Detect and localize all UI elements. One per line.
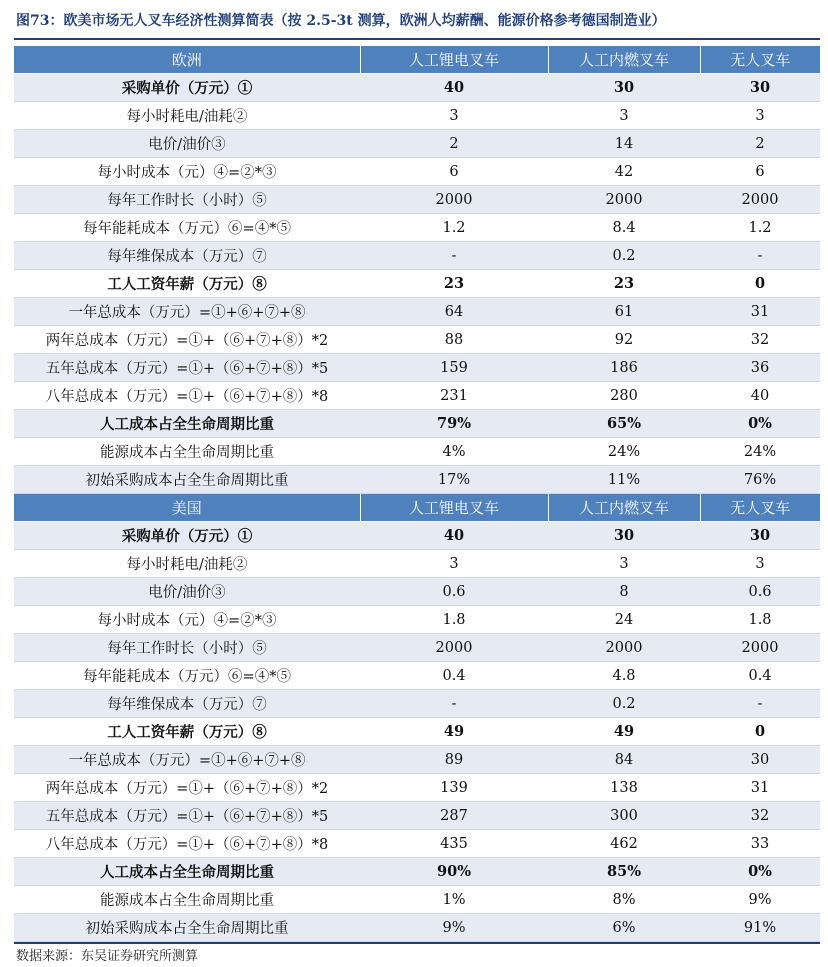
cell-manual-lithium-forklift: 2000 [360, 634, 548, 662]
table-row [14, 858, 820, 886]
cell-autonomous-forklift: 76% [700, 466, 820, 494]
header-manual-lithium-forklift: 人工锂电叉车 [360, 46, 548, 74]
table-row [14, 606, 820, 634]
usa-section-header [14, 494, 820, 522]
cell-autonomous-forklift: 33 [700, 830, 820, 858]
header-manual-ice-forklift: 人工内燃叉车 [548, 46, 700, 74]
cell-manual-ice-forklift: 85% [548, 858, 700, 886]
table-row [14, 298, 820, 326]
row-label: 初始采购成本占全生命周期比重 [14, 466, 360, 494]
header-metric: 美国 [14, 494, 360, 522]
cell-autonomous-forklift: 32 [700, 802, 820, 830]
cell-manual-ice-forklift: 61 [548, 298, 700, 326]
row-label: 每小时成本（元）④=②*③ [14, 606, 360, 634]
cell-autonomous-forklift: 2000 [700, 186, 820, 214]
cell-autonomous-forklift: 30 [700, 522, 820, 550]
cell-manual-ice-forklift: 42 [548, 158, 700, 186]
cell-manual-ice-forklift: 30 [548, 74, 700, 102]
cell-manual-ice-forklift: 11% [548, 466, 700, 494]
cell-manual-ice-forklift: 92 [548, 326, 700, 354]
cell-manual-ice-forklift: 0.2 [548, 690, 700, 718]
figure-caption: 图73：欧美市场无人叉车经济性测算简表（按 2.5-3t 测算，欧洲人均薪酬、能源价格参考德国制造业） [16, 13, 666, 29]
cell-manual-lithium-forklift: - [360, 690, 548, 718]
cell-manual-lithium-forklift: 1% [360, 886, 548, 914]
table-row [14, 186, 820, 214]
table-row [14, 354, 820, 382]
table-row [14, 662, 820, 690]
row-label: 工人工资年薪（万元）⑧ [14, 718, 360, 746]
row-label: 每年维保成本（万元）⑦ [14, 690, 360, 718]
table-row [14, 410, 820, 438]
row-label: 八年总成本（万元）=①+（⑥+⑦+⑧）*8 [14, 382, 360, 410]
cell-autonomous-forklift: 1.2 [700, 214, 820, 242]
cell-manual-lithium-forklift: 17% [360, 466, 548, 494]
cell-manual-ice-forklift: 6% [548, 914, 700, 942]
cell-manual-ice-forklift: 186 [548, 354, 700, 382]
table-row [14, 550, 820, 578]
cell-manual-lithium-forklift: - [360, 242, 548, 270]
cell-autonomous-forklift: 2 [700, 130, 820, 158]
cell-manual-lithium-forklift: 159 [360, 354, 548, 382]
table-row [14, 466, 820, 494]
row-label: 两年总成本（万元）=①+（⑥+⑦+⑧）*2 [14, 326, 360, 354]
cell-manual-ice-forklift: 14 [548, 130, 700, 158]
table-row [14, 102, 820, 130]
cell-manual-lithium-forklift: 6 [360, 158, 548, 186]
cell-autonomous-forklift: 32 [700, 326, 820, 354]
table-row [14, 130, 820, 158]
cell-manual-lithium-forklift: 231 [360, 382, 548, 410]
economics-table-body [14, 46, 820, 942]
cell-autonomous-forklift: 24% [700, 438, 820, 466]
header-autonomous-forklift: 无人叉车 [700, 494, 820, 522]
table-row [14, 522, 820, 550]
cell-manual-ice-forklift: 3 [548, 550, 700, 578]
cell-autonomous-forklift: 3 [700, 102, 820, 130]
row-label: 初始采购成本占全生命周期比重 [14, 914, 360, 942]
cell-manual-lithium-forklift: 9% [360, 914, 548, 942]
row-label: 每小时成本（元）④=②*③ [14, 158, 360, 186]
row-label: 人工成本占全生命周期比重 [14, 410, 360, 438]
cell-autonomous-forklift: - [700, 690, 820, 718]
cell-manual-lithium-forklift: 88 [360, 326, 548, 354]
cell-manual-lithium-forklift: 1.2 [360, 214, 548, 242]
economics-table [14, 46, 820, 942]
header-manual-lithium-forklift: 人工锂电叉车 [360, 494, 548, 522]
cell-autonomous-forklift: 9% [700, 886, 820, 914]
table-row [14, 158, 820, 186]
cell-autonomous-forklift: 31 [700, 774, 820, 802]
row-label: 每年能耗成本（万元）⑥=④*⑤ [14, 214, 360, 242]
table-row [14, 718, 820, 746]
cell-manual-lithium-forklift: 3 [360, 102, 548, 130]
cell-manual-ice-forklift: 23 [548, 270, 700, 298]
cell-autonomous-forklift: 0.4 [700, 662, 820, 690]
row-label: 每小时耗电/油耗② [14, 102, 360, 130]
cell-autonomous-forklift: - [700, 242, 820, 270]
row-label: 五年总成本（万元）=①+（⑥+⑦+⑧）*5 [14, 354, 360, 382]
cell-manual-lithium-forklift: 2 [360, 130, 548, 158]
cell-manual-ice-forklift: 8% [548, 886, 700, 914]
cell-autonomous-forklift: 0% [700, 858, 820, 886]
cell-manual-lithium-forklift: 287 [360, 802, 548, 830]
cell-manual-lithium-forklift: 49 [360, 718, 548, 746]
row-label: 采购单价（万元）① [14, 74, 360, 102]
cell-manual-ice-forklift: 49 [548, 718, 700, 746]
cell-manual-lithium-forklift: 23 [360, 270, 548, 298]
header-manual-ice-forklift: 人工内燃叉车 [548, 494, 700, 522]
cell-autonomous-forklift: 30 [700, 746, 820, 774]
row-label: 电价/油价③ [14, 578, 360, 606]
cell-manual-lithium-forklift: 40 [360, 74, 548, 102]
europe-section-header [14, 46, 820, 74]
cell-manual-ice-forklift: 300 [548, 802, 700, 830]
row-label: 能源成本占全生命周期比重 [14, 438, 360, 466]
cell-manual-lithium-forklift: 0.4 [360, 662, 548, 690]
row-label: 八年总成本（万元）=①+（⑥+⑦+⑧）*8 [14, 830, 360, 858]
cell-manual-ice-forklift: 84 [548, 746, 700, 774]
data-source-note: 数据来源：东吴证券研究所测算 [16, 949, 199, 964]
cell-manual-lithium-forklift: 4% [360, 438, 548, 466]
row-label: 每年工作时长（小时）⑤ [14, 186, 360, 214]
cell-manual-lithium-forklift: 3 [360, 550, 548, 578]
row-label: 人工成本占全生命周期比重 [14, 858, 360, 886]
table-row [14, 214, 820, 242]
table-row [14, 886, 820, 914]
table-row [14, 242, 820, 270]
row-label: 一年总成本（万元）=①+⑥+⑦+⑧ [14, 746, 360, 774]
table-row [14, 830, 820, 858]
cell-manual-ice-forklift: 24% [548, 438, 700, 466]
table-row [14, 326, 820, 354]
row-label: 每年工作时长（小时）⑤ [14, 634, 360, 662]
row-label: 电价/油价③ [14, 130, 360, 158]
cell-manual-ice-forklift: 4.8 [548, 662, 700, 690]
cell-manual-ice-forklift: 3 [548, 102, 700, 130]
table-row [14, 634, 820, 662]
row-label: 每小时耗电/油耗② [14, 550, 360, 578]
cell-autonomous-forklift: 0.6 [700, 578, 820, 606]
header-metric: 欧洲 [14, 46, 360, 74]
row-label: 工人工资年薪（万元）⑧ [14, 270, 360, 298]
cell-manual-ice-forklift: 8.4 [548, 214, 700, 242]
cell-autonomous-forklift: 36 [700, 354, 820, 382]
cell-manual-lithium-forklift: 40 [360, 522, 548, 550]
cell-autonomous-forklift: 40 [700, 382, 820, 410]
economics-table-wrapper [14, 46, 820, 944]
cell-manual-ice-forklift: 0.2 [548, 242, 700, 270]
row-label: 五年总成本（万元）=①+（⑥+⑦+⑧）*5 [14, 802, 360, 830]
cell-manual-lithium-forklift: 435 [360, 830, 548, 858]
cell-manual-ice-forklift: 462 [548, 830, 700, 858]
cell-manual-lithium-forklift: 139 [360, 774, 548, 802]
cell-autonomous-forklift: 2000 [700, 634, 820, 662]
cell-manual-ice-forklift: 280 [548, 382, 700, 410]
cell-autonomous-forklift: 0% [700, 410, 820, 438]
caption-rule [14, 38, 820, 40]
table-row [14, 690, 820, 718]
table-row [14, 438, 820, 466]
table-bottom-rule [14, 942, 820, 944]
cell-autonomous-forklift: 30 [700, 74, 820, 102]
cell-autonomous-forklift: 1.8 [700, 606, 820, 634]
row-label: 能源成本占全生命周期比重 [14, 886, 360, 914]
cell-autonomous-forklift: 3 [700, 550, 820, 578]
cell-manual-lithium-forklift: 0.6 [360, 578, 548, 606]
row-label: 采购单价（万元）① [14, 522, 360, 550]
table-row [14, 578, 820, 606]
table-row [14, 746, 820, 774]
table-row [14, 382, 820, 410]
cell-autonomous-forklift: 0 [700, 270, 820, 298]
table-row [14, 74, 820, 102]
cell-autonomous-forklift: 91% [700, 914, 820, 942]
cell-manual-ice-forklift: 30 [548, 522, 700, 550]
cell-manual-ice-forklift: 24 [548, 606, 700, 634]
cell-manual-lithium-forklift: 90% [360, 858, 548, 886]
cell-autonomous-forklift: 6 [700, 158, 820, 186]
cell-manual-ice-forklift: 2000 [548, 186, 700, 214]
cell-autonomous-forklift: 0 [700, 718, 820, 746]
row-label: 两年总成本（万元）=①+（⑥+⑦+⑧）*2 [14, 774, 360, 802]
table-row [14, 914, 820, 942]
cell-manual-lithium-forklift: 64 [360, 298, 548, 326]
cell-manual-ice-forklift: 65% [548, 410, 700, 438]
cell-manual-lithium-forklift: 1.8 [360, 606, 548, 634]
row-label: 每年能耗成本（万元）⑥=④*⑤ [14, 662, 360, 690]
cell-manual-ice-forklift: 2000 [548, 634, 700, 662]
cell-manual-ice-forklift: 8 [548, 578, 700, 606]
cell-autonomous-forklift: 31 [700, 298, 820, 326]
row-label: 每年维保成本（万元）⑦ [14, 242, 360, 270]
header-autonomous-forklift: 无人叉车 [700, 46, 820, 74]
table-row [14, 774, 820, 802]
cell-manual-ice-forklift: 138 [548, 774, 700, 802]
cell-manual-lithium-forklift: 2000 [360, 186, 548, 214]
cell-manual-lithium-forklift: 79% [360, 410, 548, 438]
table-row [14, 270, 820, 298]
table-row [14, 802, 820, 830]
cell-manual-lithium-forklift: 89 [360, 746, 548, 774]
row-label: 一年总成本（万元）=①+⑥+⑦+⑧ [14, 298, 360, 326]
